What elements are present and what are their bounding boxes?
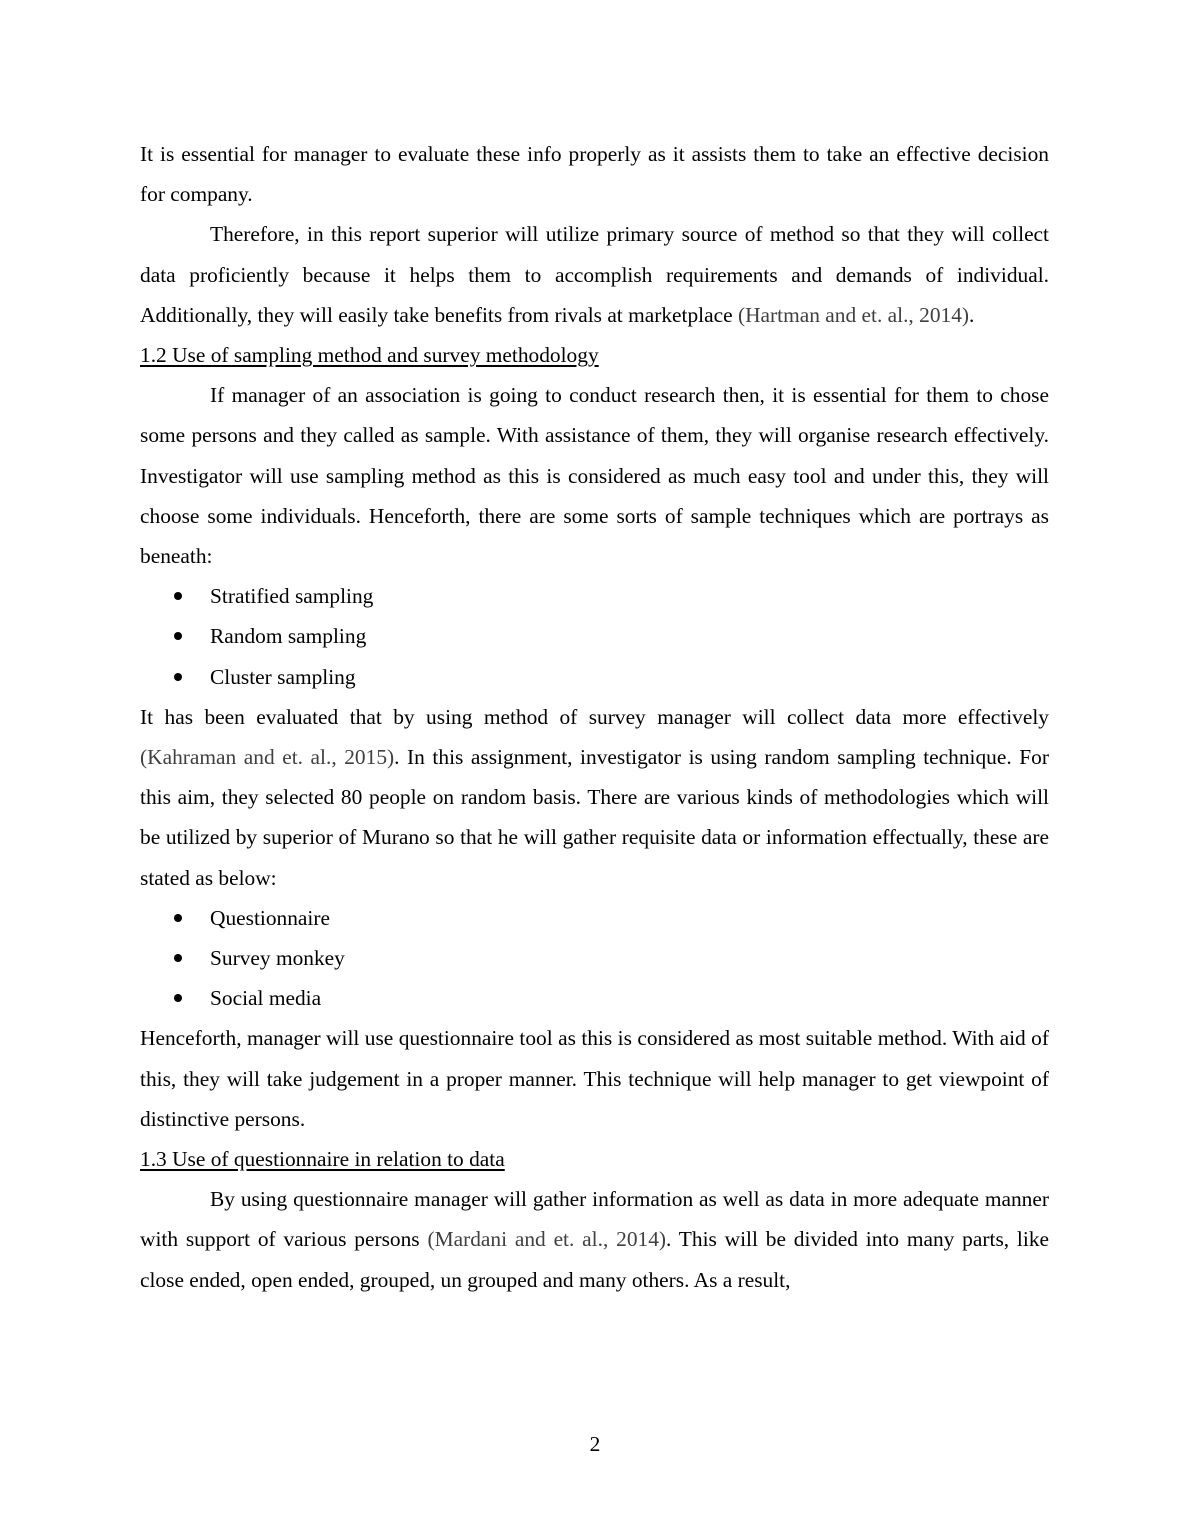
- methodologies-list: [140, 898, 1049, 1019]
- bullet-icon: [174, 954, 182, 962]
- paragraph-primary-source: [140, 214, 1049, 335]
- paragraph-questionnaire-tool: Henceforth, manager will use questionnaire tool as this is considered as most suitable method. With aid of this, they will take judgement in a proper manner. This technique will help manager to get viewpoint of distinctive persons.: [140, 1026, 1049, 1131]
- list-item-label: Survey monkey: [210, 946, 345, 971]
- bullet-icon: [174, 914, 182, 922]
- bullet-icon: [174, 673, 182, 681]
- section-heading-sampling: 1.2 Use of sampling method and survey methodology: [140, 343, 599, 368]
- list-item: [140, 657, 1049, 697]
- citation-hartman: (Hartman and et. al., 2014): [737, 302, 970, 327]
- paragraph-end: . In this assignment, investigator is using random sampling technique. For this aim, they selected 80 people on random basis. There are various kinds of methodologies which will be utilized by superior of Murano so that he will gather requisite data or information effectually, these are stated as below:: [140, 745, 1049, 890]
- list-item: [140, 616, 1049, 656]
- section-heading-questionnaire: 1.3 Use of questionnaire in relation to data: [140, 1147, 505, 1172]
- paragraph-sampling: If manager of an association is going to conduct research then, it is essential for them to chose some persons and they called as sample. With assistance of them, they will organise research effectively. Investigator will use sampling method as this is considered as much easy tool and under this, they will choose some individuals. Henceforth, there are some sorts of sample techniques which are portrays as beneath:: [140, 383, 1049, 569]
- list-item-label: Cluster sampling: [210, 664, 356, 689]
- paragraph-intro: It is essential for manager to evaluate these info properly as it assists them to take an effective decision for company.: [140, 142, 1049, 207]
- paragraph-end: .: [969, 302, 975, 327]
- page-number: 2: [589, 1432, 601, 1456]
- citation-mardani: (Mardani and et. al., 2014): [427, 1227, 667, 1252]
- paragraph-text: It has been evaluated that by using method of survey manager will collect data more effectively: [140, 704, 1049, 729]
- list-item-label: Random sampling: [210, 624, 367, 649]
- list-item: [140, 978, 1049, 1018]
- list-item-label: Questionnaire: [210, 905, 330, 930]
- paragraph-text: Therefore, in this report superior will utilize primary source of method so that they will collect data proficiently because it helps them to accomplish requirements and demands of individual. Additionally, they will easily take benefits from rivals at marketplace: [140, 222, 1049, 327]
- paragraph-text: By using questionnaire manager will gather information as well as data in more adequate manner with support of various persons: [140, 1187, 1049, 1252]
- list-item: [140, 938, 1049, 978]
- bullet-icon: [174, 632, 182, 640]
- bullet-icon: [174, 994, 182, 1002]
- list-item: [140, 898, 1049, 938]
- list-item-label: Social media: [210, 986, 322, 1011]
- bullet-icon: [174, 592, 182, 600]
- paragraph-questionnaire: [140, 1179, 1049, 1300]
- paragraph-end: . This will be divided into many parts, like close ended, open ended, grouped, un grouped and many others. As a result,: [140, 1227, 1050, 1292]
- page-body: [140, 134, 1049, 1300]
- citation-kahraman: (Kahraman and et. al., 2015): [140, 745, 395, 770]
- sampling-techniques-list: [140, 576, 1049, 697]
- list-item-label: Stratified sampling: [210, 584, 374, 609]
- paragraph-survey: [140, 697, 1049, 898]
- list-item: [140, 576, 1049, 616]
